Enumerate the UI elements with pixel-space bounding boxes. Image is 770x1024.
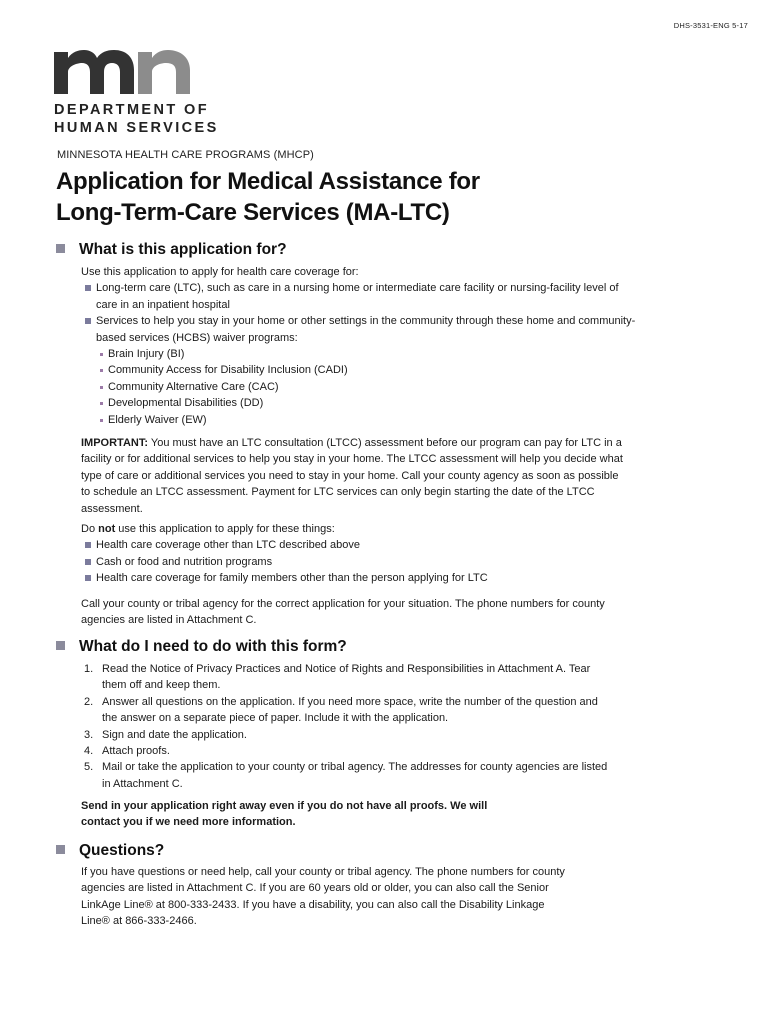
program-label: MINNESOTA HEALTH CARE PROGRAMS (MHCP) [57, 149, 314, 161]
list-item: Cash or food and nutrition programs [81, 554, 641, 570]
section-heading-text: Questions? [79, 842, 165, 859]
exclusions-intro [81, 521, 641, 537]
list-item: Brain Injury (BI) [81, 346, 641, 362]
exclusions-list [81, 537, 641, 586]
list-item: Health care coverage other than LTC described above [81, 537, 641, 553]
send-note [81, 798, 501, 831]
step-number: 3. [84, 728, 94, 741]
send-note-text: Send in your application right away even if you do not have all proofs. We will contact you if we need more information. [81, 800, 488, 829]
questions-paragraph: If you have questions or need help, call your county or tribal agency. The phone numbers for county agencies are listed in Attachment C. If you are 60 years old or older, you can also call the Senior LinkAge Line® at 800-333-2433. If you have a disability, you can also call the Disability Linkage Line® at 866-333-2466. [81, 866, 565, 928]
list-item: Developmental Disabilities (DD) [81, 395, 641, 411]
exclusions-intro-pre: Do [81, 523, 99, 535]
department-line-1: DEPARTMENT OF [54, 102, 209, 118]
important-label: IMPORTANT: [81, 437, 149, 449]
list-item [81, 661, 611, 694]
step-number: 1. [84, 663, 94, 675]
list-item [81, 727, 611, 743]
list-item [81, 759, 611, 792]
list-item: Community Alternative Care (CAC) [81, 379, 641, 395]
list-item: Elderly Waiver (EW) [81, 412, 641, 428]
exclusions-intro-bold: not [98, 523, 116, 535]
hcbs-text: Services to help you stay in your home or other settings in the community through these home and community-based services (HCBS) waiver programs: [96, 315, 636, 344]
section-square-icon [56, 244, 65, 253]
exclusions-intro-post: use this application to apply for these things: [115, 523, 335, 535]
waiver-list [81, 346, 641, 428]
form-code: DHS-3531-ENG 5-17 [673, 21, 748, 30]
section-square-icon [56, 845, 65, 854]
section-heading-text: What is this application for? [79, 241, 287, 258]
title-line-1: Application for Medical Assistance for [56, 168, 480, 195]
step-text: Sign and date the application. [102, 728, 247, 741]
section-heading-purpose [56, 241, 287, 259]
section-heading-text: What do I need to do with this form? [79, 638, 347, 655]
important-text: You must have an LTC consultation (LTCC) assessment before our program can pay for LTC in a facility or for additional services to help you stay in your home. The LTCC assessment will help you decide what type of care or additional services you need to stay in your home. Call your county agency as soon as possible to schedule an LTCC assessment. Payment for LTC services can only begin starting the date of the LTCC assessment. [81, 437, 623, 515]
steps-list [81, 661, 611, 792]
mn-logo-icon [54, 46, 194, 94]
list-item: Health care coverage for family members other than the person applying for LTC [81, 570, 641, 586]
page-title [56, 166, 696, 228]
department-line-2: HUMAN SERVICES [54, 120, 219, 136]
important-paragraph [81, 435, 629, 517]
coverage-list [81, 280, 641, 428]
step-number: 5. [84, 761, 94, 774]
section-heading-questions [56, 842, 164, 860]
step-number: 4. [84, 745, 94, 758]
department-name [54, 101, 219, 137]
list-item [81, 313, 641, 428]
step-text: Mail or take the application to your county or tribal agency. The addresses for county agencies are listed in Attachment C. [102, 761, 608, 790]
step-text: Answer all questions on the application. If you need more space, write the number of the question and the answer on a separate piece of paper. Include it with the application. [102, 695, 598, 725]
section-heading-instructions [56, 638, 347, 656]
call-agency-paragraph: Call your county or tribal agency for the correct application for your situation. The phone numbers for county agencies are listed in Attachment C. [81, 598, 605, 627]
section-square-icon [56, 641, 65, 650]
list-item: Community Access for Disability Inclusion (CADI) [81, 362, 641, 378]
purpose-content [81, 264, 641, 428]
step-text: Attach proofs. [102, 745, 170, 758]
instructions-content [81, 661, 611, 792]
step-number: 2. [84, 695, 94, 708]
list-item [81, 743, 611, 759]
list-item [81, 694, 611, 727]
list-item: Long-term care (LTC), such as care in a nursing home or intermediate care facility or nursing-facility level of care in an inpatient hospital [81, 280, 641, 313]
title-line-2: Long-Term-Care Services (MA-LTC) [56, 199, 450, 226]
purpose-intro: Use this application to apply for health care coverage for: [81, 266, 359, 278]
step-text: Read the Notice of Privacy Practices and Notice of Rights and Responsibilities in Attachment A. Tear them off and keep them. [102, 663, 591, 692]
exclusions-content [81, 521, 641, 587]
